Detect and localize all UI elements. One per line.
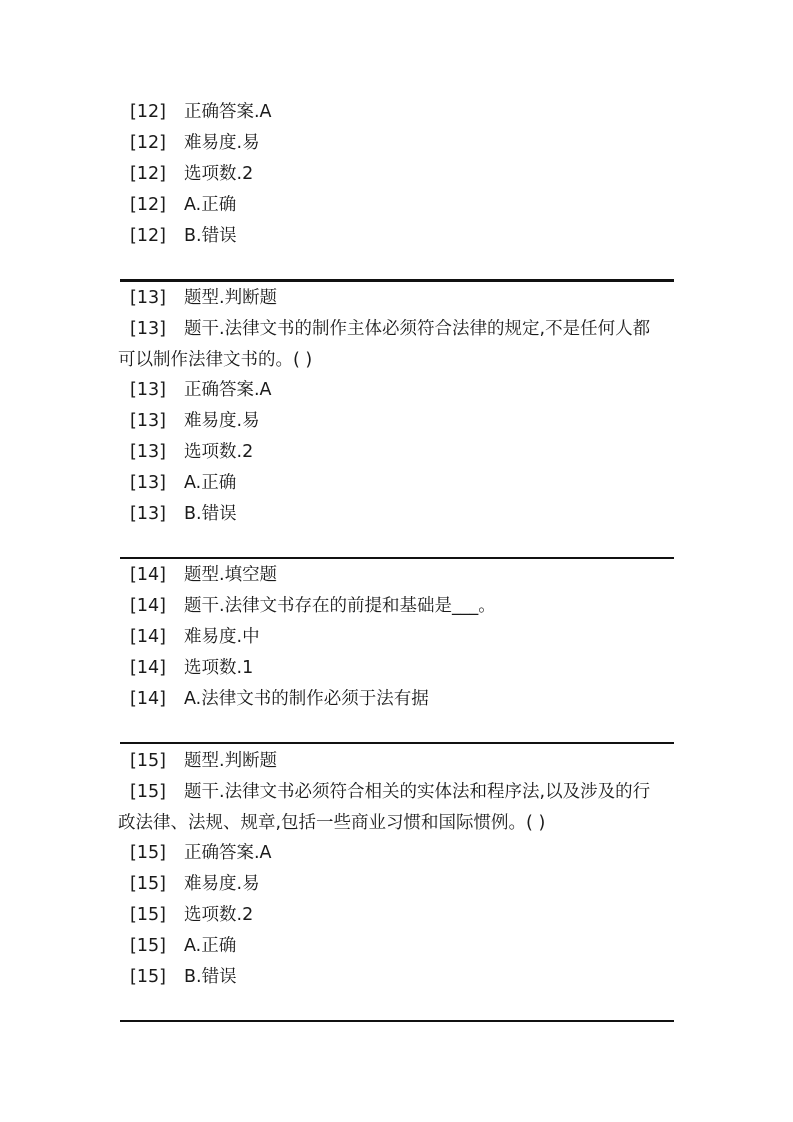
- q14-option-a-line: [14] A.法律文书的制作必须于法有据: [130, 689, 429, 709]
- q13-option-count-line: [13] 选项数.2: [130, 442, 254, 462]
- q14-option-count-line: [14] 选项数.1: [130, 658, 254, 678]
- q13-option-a-line: [13] A.正确: [130, 473, 237, 493]
- q13-stem-line: [13] 题干.法律文书的制作主体必须符合法律的规定,不是任何人都: [130, 319, 651, 339]
- separator-rule: [120, 557, 674, 559]
- q12-option-b-line: [12] B.错误: [130, 226, 237, 246]
- q12-option-a-line: [12] A.正确: [130, 195, 237, 215]
- q15-type-line: [15] 题型.判断题: [130, 751, 278, 771]
- q15-stem-line: [15] 题干.法律文书必须符合相关的实体法和程序法,以及涉及的行: [130, 782, 651, 802]
- q13-answer-line: [13] 正确答案.A: [130, 380, 272, 400]
- q13-option-b-line: [13] B.错误: [130, 504, 237, 524]
- q15-difficulty-line: [15] 难易度.易: [130, 874, 260, 894]
- q12-option-count-line: [12] 选项数.2: [130, 164, 254, 184]
- q14-stem-line: [14] 题干.法律文书存在的前提和基础是___。: [130, 596, 496, 616]
- q13-stem-continuation: 可以制作法律文书的。( ): [118, 350, 313, 370]
- q13-difficulty-line: [13] 难易度.易: [130, 411, 260, 431]
- q15-option-b-line: [15] B.错误: [130, 967, 237, 987]
- q15-option-count-line: [15] 选项数.2: [130, 905, 254, 925]
- q15-option-a-line: [15] A.正确: [130, 936, 237, 956]
- q12-answer-line: [12] 正确答案.A: [130, 102, 272, 122]
- q14-difficulty-line: [14] 难易度.中: [130, 627, 260, 647]
- separator-rule: [120, 1020, 674, 1022]
- q13-type-line: [13] 题型.判断题: [130, 288, 278, 308]
- q15-stem-continuation: 政法律、法规、规章,包括一些商业习惯和国际惯例。( ): [118, 813, 546, 833]
- q12-difficulty-line: [12] 难易度.易: [130, 133, 260, 153]
- q15-answer-line: [15] 正确答案.A: [130, 843, 272, 863]
- separator-rule: [120, 742, 674, 744]
- q14-type-line: [14] 题型.填空题: [130, 565, 278, 585]
- separator-rule: [120, 279, 674, 282]
